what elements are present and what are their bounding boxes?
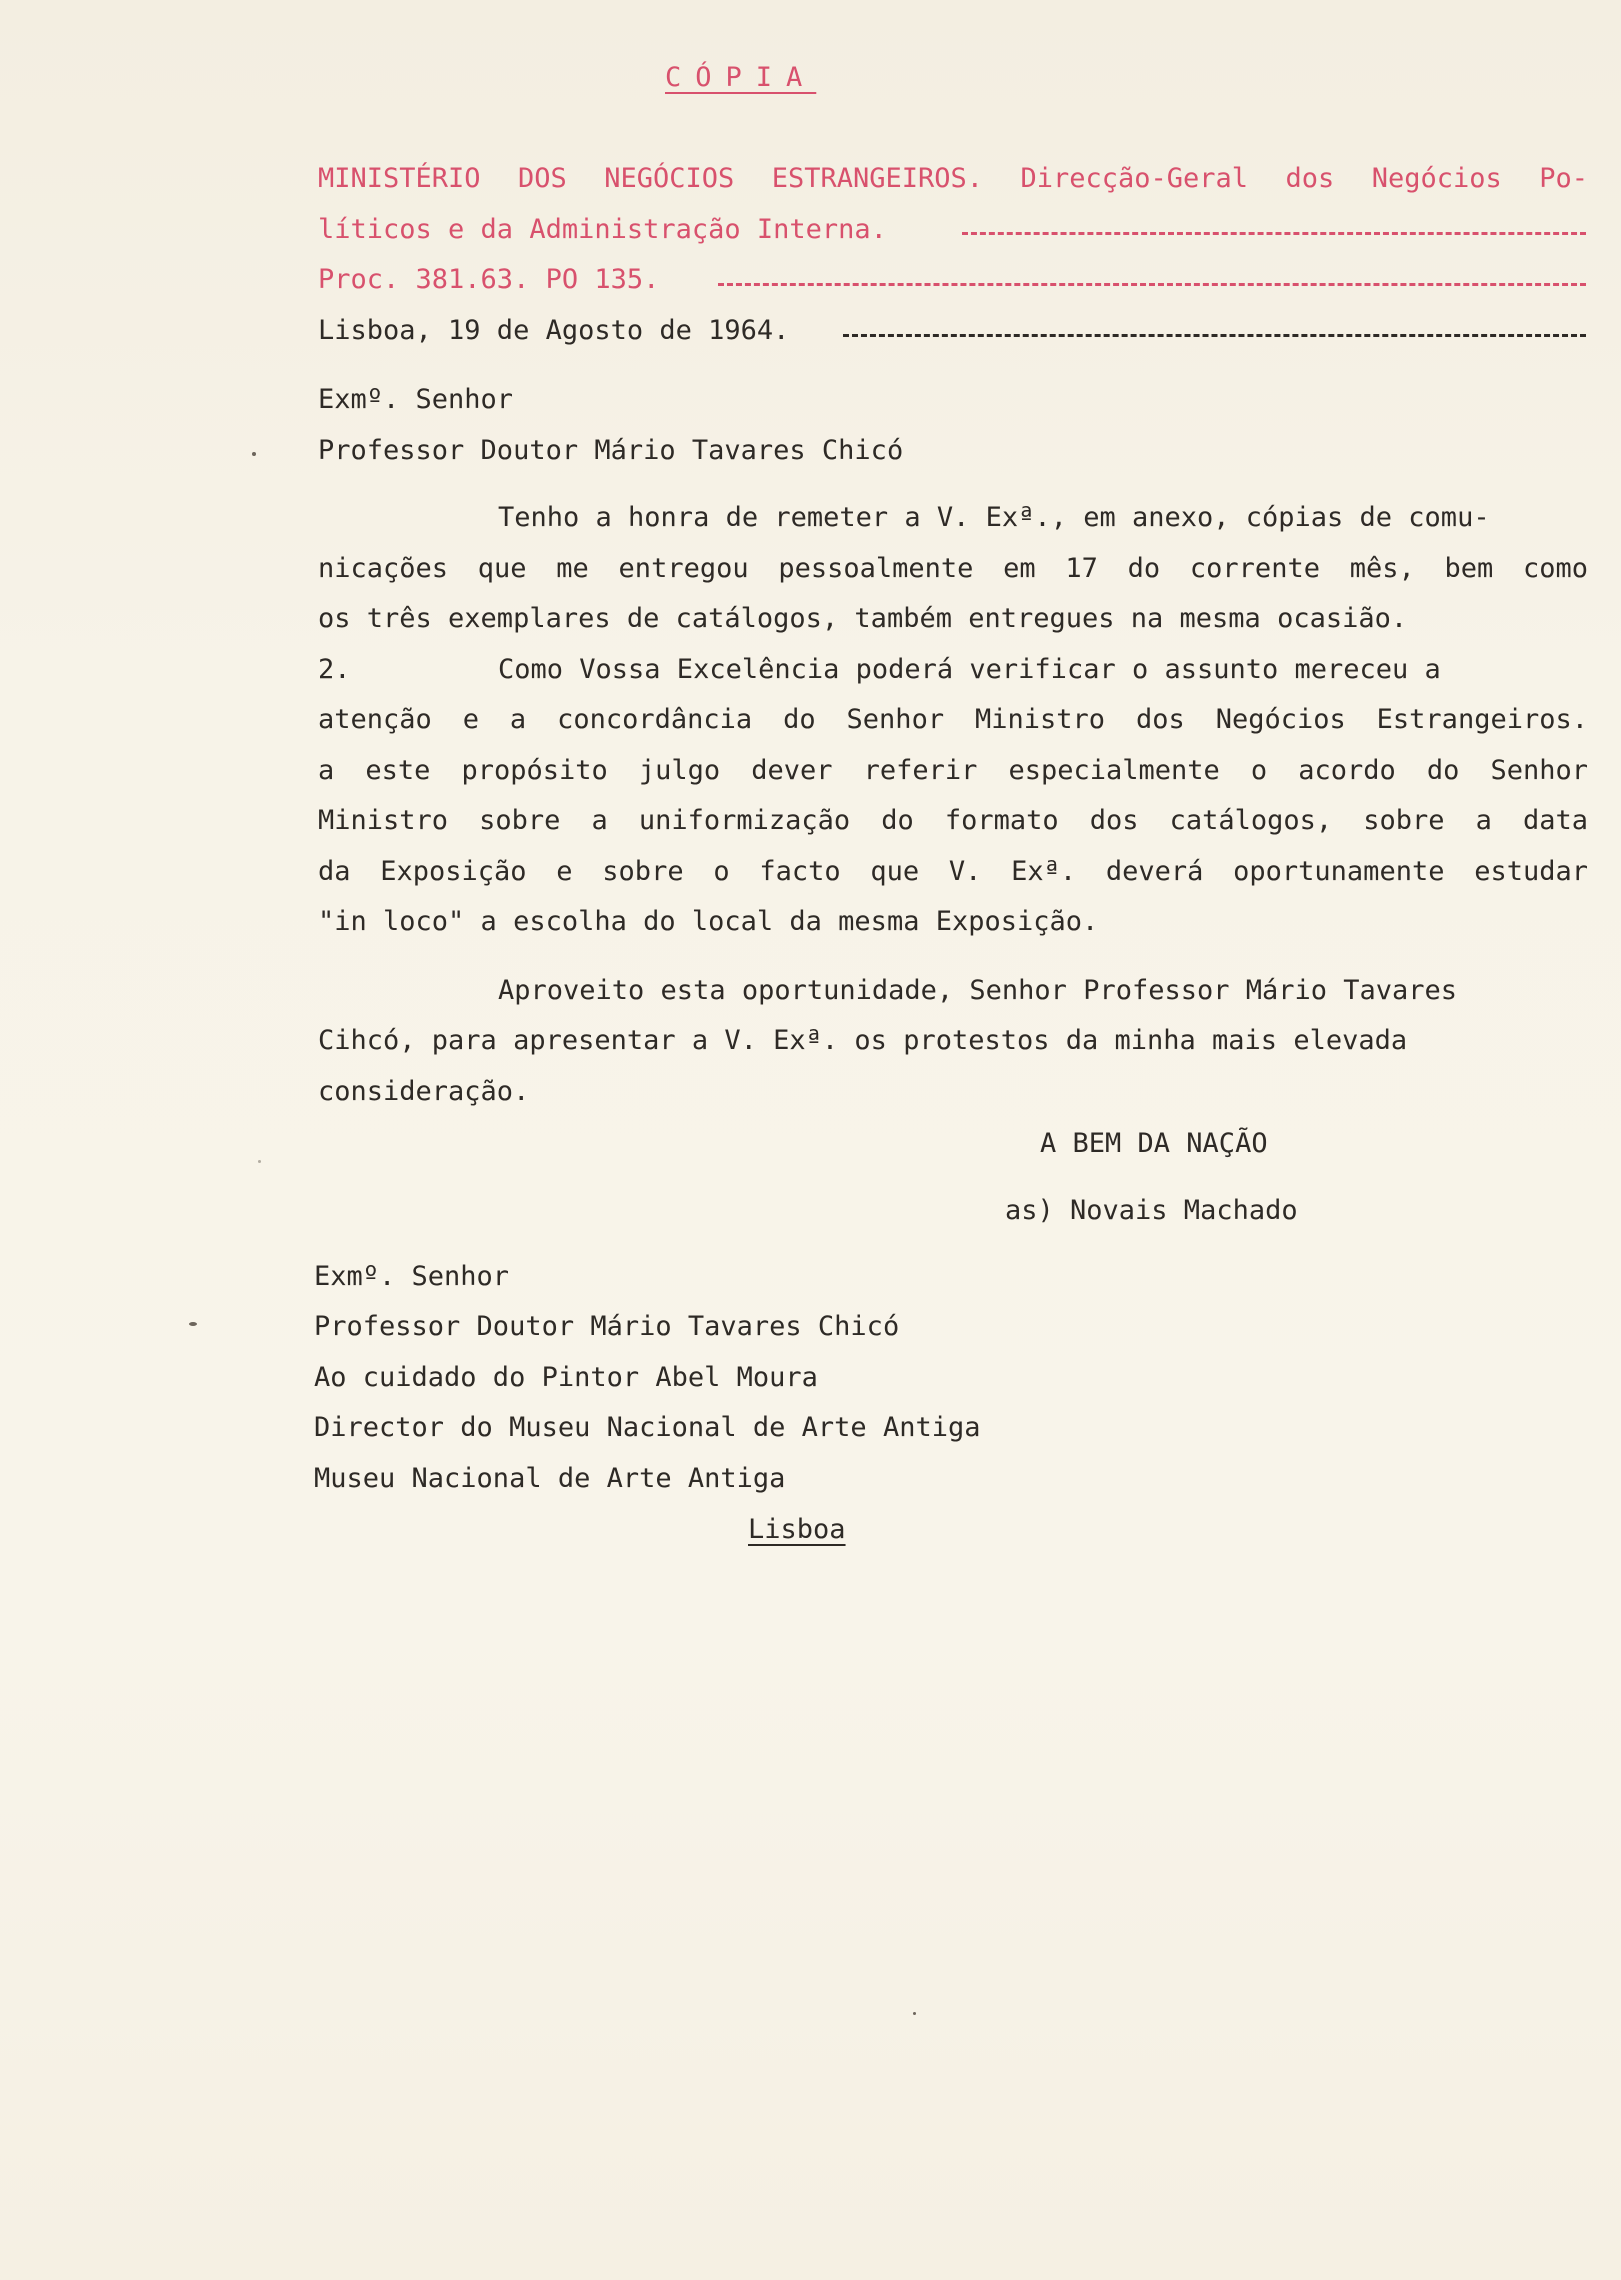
paper-speck (252, 452, 256, 456)
address-name: Professor Doutor Mário Tavares Chicó (314, 1311, 900, 1342)
paper-speck (913, 2012, 916, 2015)
address-institution: Museu Nacional de Arte Antiga (314, 1463, 786, 1494)
body-paragraph-1-line-1: Tenho a honra de remeter a V. Exª., em anexo, cópias de comu- (498, 502, 1490, 533)
address-city: Lisboa (748, 1514, 846, 1545)
address-care-of: Ao cuidado do Pintor Abel Moura (314, 1362, 818, 1393)
header-place-date: Lisboa, 19 de Agosto de 1964. (318, 315, 790, 346)
address-salutation: Exmº. Senhor (314, 1261, 510, 1292)
signature: as) Novais Machado (1005, 1195, 1298, 1226)
body-paragraph-2-line-3: a este propósito julgo dever referir especialmente o acordo do Senhor (318, 755, 1588, 786)
header-dash-fill (718, 283, 1586, 286)
body-paragraph-1-line-2: nicações que me entregou pessoalmente em 17 do corrente mês, bem como (318, 553, 1588, 584)
paragraph-number: 2. (318, 654, 351, 685)
body-paragraph-3-line-2: Cihcó, para apresentar a V. Exª. os protestos da minha mais elevada (318, 1025, 1408, 1056)
header-ministry-line: MINISTÉRIO DOS NEGÓCIOS ESTRANGEIROS. Direcção-Geral dos Negócios Po- (318, 163, 1588, 194)
header-dash-fill (962, 232, 1586, 235)
body-paragraph-3-line-3: consideração. (318, 1076, 530, 1107)
recipient-name: Professor Doutor Mário Tavares Chicó (318, 435, 904, 466)
header-dash-fill (843, 334, 1586, 337)
paper-speck (258, 1160, 261, 1163)
recipient-salutation: Exmº. Senhor (318, 384, 514, 415)
closing-motto: A BEM DA NAÇÃO (1040, 1128, 1268, 1159)
body-paragraph-3-line-1: Aproveito esta oportunidade, Senhor Professor Mário Tavares (498, 975, 1458, 1006)
body-paragraph-2-line-4: Ministro sobre a uniformização do formato dos catálogos, sobre a data (318, 805, 1588, 836)
address-position: Director do Museu Nacional de Arte Antiga (314, 1412, 981, 1443)
body-paragraph-2-line-6: "in loco" a escolha do local da mesma Exposição. (318, 906, 1099, 937)
body-paragraph-2-line-2: atenção e a concordância do Senhor Ministro dos Negócios Estrangeiros. (318, 704, 1588, 735)
document-title: CÓPIA (665, 62, 817, 93)
header-process-number: Proc. 381.63. PO 135. (318, 264, 660, 295)
body-paragraph-2-line-1: Como Vossa Excelência poderá verificar o assunto mereceu a (498, 654, 1441, 685)
paper-speck (189, 1322, 197, 1326)
body-paragraph-2-line-5: da Exposição e sobre o facto que V. Exª. deverá oportunamente estudar (318, 856, 1588, 887)
header-directorate-line: líticos e da Administração Interna. (318, 214, 887, 245)
body-paragraph-1-line-3: os três exemplares de catálogos, também entregues na mesma ocasião. (318, 603, 1408, 634)
